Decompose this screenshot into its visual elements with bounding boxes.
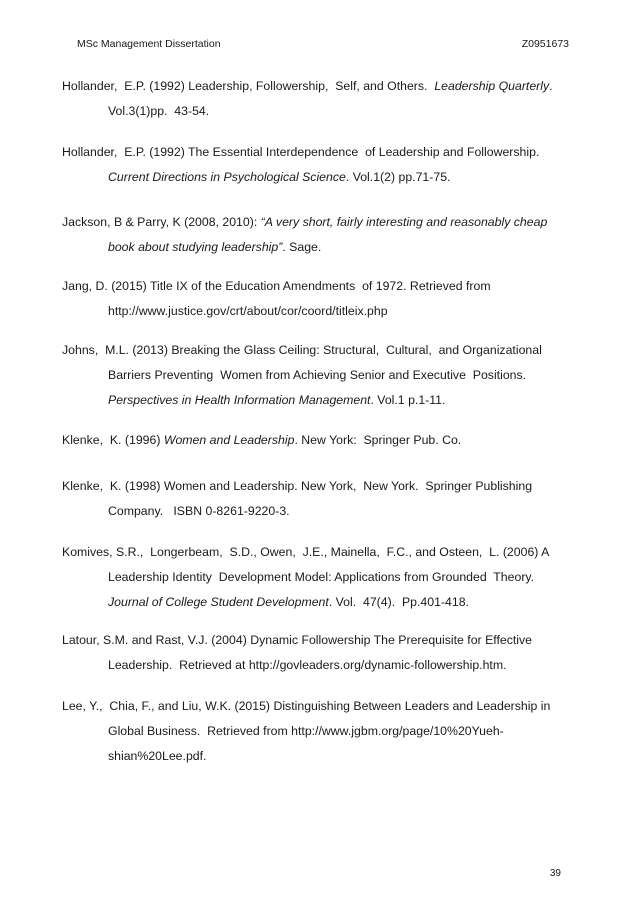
reference-text: Komives, S.R., Longerbeam, S.D., Owen, J.E., Mainella, F.C., and Osteen, L. (2006) A: [62, 545, 550, 559]
reference-text: . Vol.1(2) pp.71-75.: [345, 170, 451, 184]
reference-line: [62, 74, 553, 99]
reference-text: Barriers Preventing Women from Achieving Senior and Executive Positions.: [108, 368, 527, 382]
reference-text: Leadership Identity Development Model: Applications from Grounded Theory.: [108, 570, 535, 584]
reference-line: [62, 744, 550, 769]
reference-entry: [62, 540, 549, 615]
reference-italic-text: book about studying leadership”: [108, 240, 283, 254]
reference-entry: [62, 140, 539, 190]
reference-text: . Sage.: [282, 240, 322, 254]
reference-text: . New York: Springer Pub. Co.: [294, 433, 462, 447]
reference-text: http://www.justice.gov/crt/about/cor/coord/titleix.php: [108, 304, 388, 318]
reference-text: . Vol.1 p.1-11.: [370, 393, 446, 407]
reference-line: [62, 299, 491, 324]
reference-text: Hollander, E.P. (1992) The Essential Interdependence of Leadership and Followership.: [62, 145, 540, 159]
reference-text: Vol.3(1)pp. 43-54.: [108, 104, 210, 118]
reference-italic-text: Perspectives in Health Information Management: [108, 393, 371, 407]
reference-text: Latour, S.M. and Rast, V.J. (2004) Dynamic Followership The Prerequisite for Effective: [62, 633, 533, 647]
reference-italic-text: Journal of College Student Development: [108, 595, 329, 609]
reference-italic-text: “A very short, fairly interesting and reasonably cheap: [260, 215, 548, 229]
reference-italic-text: Leadership Quarterly: [434, 79, 550, 93]
reference-text: Hollander, E.P. (1992) Leadership, Followership, Self, and Others.: [62, 79, 435, 93]
page-header: [77, 38, 569, 50]
reference-line: [62, 428, 461, 453]
reference-line: [62, 499, 532, 524]
header-student-id: Z0951673: [521, 38, 569, 50]
reference-line: [62, 565, 549, 590]
reference-line: [62, 388, 542, 413]
reference-line: [62, 653, 532, 678]
reference-text: Klenke, K. (1998) Women and Leadership. New York, New York. Springer Publishing: [62, 479, 533, 493]
reference-entry: [62, 338, 542, 413]
reference-entry: [62, 474, 532, 524]
reference-text: Lee, Y., Chia, F., and Liu, W.K. (2015) Distinguishing Between Leaders and Leadership in: [62, 699, 551, 713]
reference-line: [62, 628, 532, 653]
reference-line: [62, 474, 532, 499]
reference-text: Klenke, K. (1996): [62, 433, 164, 447]
reference-text: Global Business. Retrieved from http://www.jgbm.org/page/10%20Yueh-: [108, 724, 504, 738]
reference-entry: [62, 210, 547, 260]
reference-line: [62, 590, 549, 615]
reference-line: [62, 235, 547, 260]
reference-line: [62, 363, 542, 388]
reference-line: [62, 274, 491, 299]
header-title: MSc Management Dissertation: [77, 38, 221, 50]
reference-line: [62, 165, 539, 190]
reference-italic-text: Current Directions in Psychological Science: [108, 170, 346, 184]
reference-line: [62, 140, 539, 165]
reference-text: Leadership. Retrieved at http://govleaders.org/dynamic-followership.htm.: [108, 658, 507, 672]
reference-italic-text: Women and Leadership: [163, 433, 295, 447]
reference-line: [62, 719, 550, 744]
reference-entry: [62, 694, 550, 769]
page-number: 39: [549, 868, 561, 879]
reference-text: shian%20Lee.pdf.: [108, 749, 207, 763]
reference-line: [62, 540, 549, 565]
reference-line: [62, 99, 553, 124]
reference-entry: [62, 74, 553, 124]
reference-line: [62, 694, 550, 719]
reference-text: .: [549, 79, 553, 93]
reference-text: Jang, D. (2015) Title IX of the Education Amendments of 1972. Retrieved from: [62, 279, 491, 293]
reference-line: [62, 210, 547, 235]
reference-text: Johns, M.L. (2013) Breaking the Glass Ceiling: Structural, Cultural, and Organizational: [62, 343, 542, 357]
reference-entry: [62, 274, 491, 324]
reference-line: [62, 338, 542, 363]
reference-text: Company. ISBN 0-8261-9220-3.: [108, 504, 290, 518]
reference-entry: [62, 428, 461, 453]
reference-entry: [62, 628, 532, 678]
reference-text: Jackson, B & Parry, K (2008, 2010):: [62, 215, 261, 229]
reference-text: . Vol. 47(4). Pp.401-418.: [328, 595, 469, 609]
